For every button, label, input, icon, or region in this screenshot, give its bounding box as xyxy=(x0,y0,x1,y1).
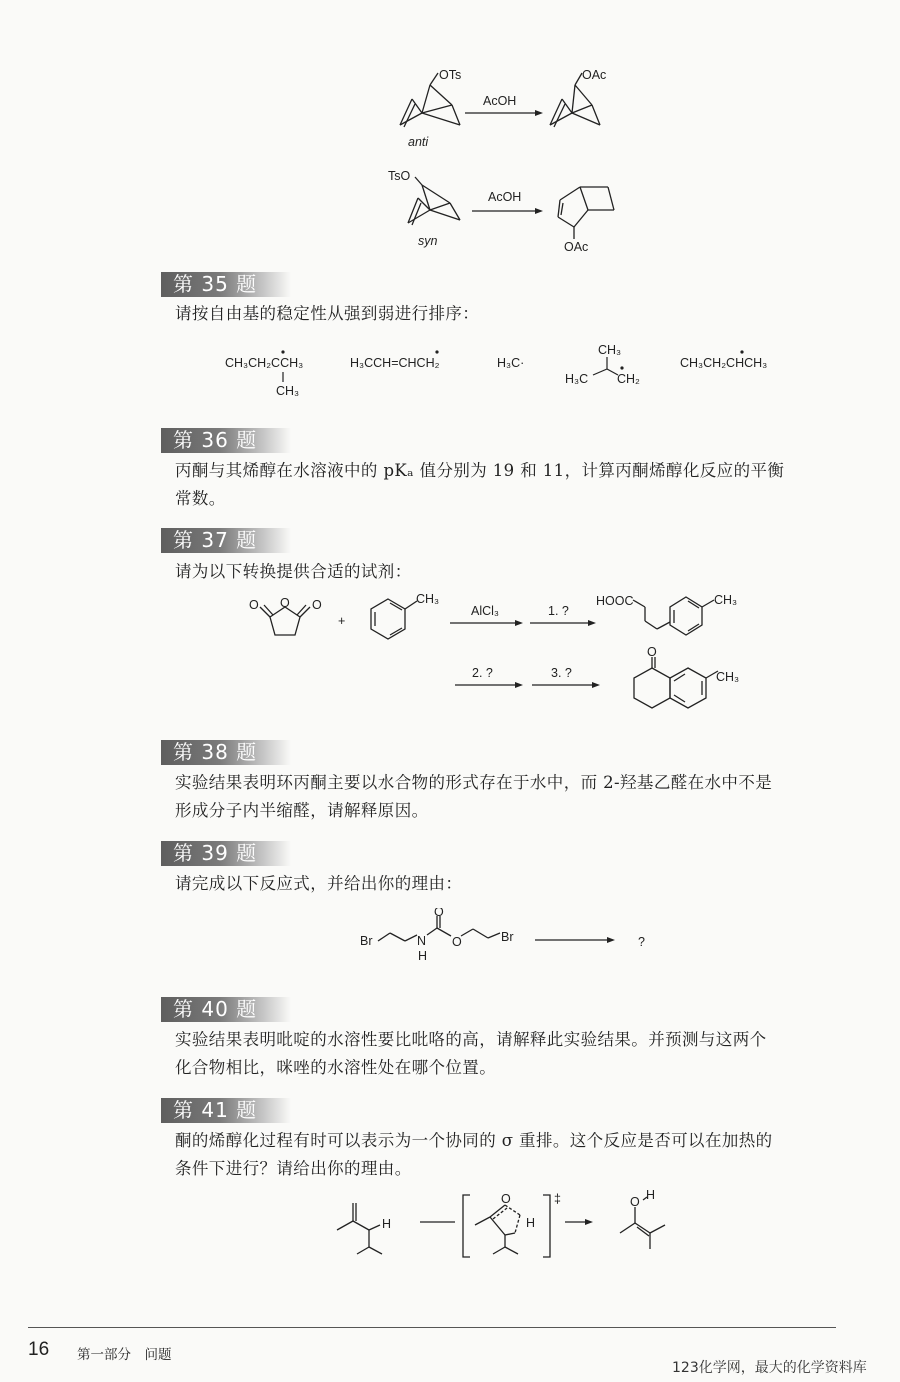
anti-reagent: AcOH xyxy=(483,94,517,108)
question-39-header xyxy=(161,841,291,866)
question-37-text: 请为以下转换提供合适的试剂： xyxy=(175,562,412,581)
unknown-product: ? xyxy=(638,935,645,949)
tetralone-structure xyxy=(634,657,718,708)
radical-4-top: CH₃ xyxy=(598,343,622,357)
question-35-text: 请按自由基的稳定性从强到弱进行排序： xyxy=(175,304,480,323)
syn-label: syn xyxy=(418,234,438,248)
carbamate-scheme xyxy=(355,908,665,973)
question-35-title: 第 35 题 xyxy=(173,272,258,296)
radical-3: H₃C· xyxy=(497,356,525,370)
question-37-title: 第 37 题 xyxy=(173,528,258,552)
question-40-line-2: 化合物相比，咪唑的水溶性处在哪个位置。 xyxy=(175,1058,497,1077)
reagent-step3: 3. ? xyxy=(551,666,572,680)
question-40-title: 第 40 题 xyxy=(173,997,258,1021)
question-36-line-1: 丙酮与其烯醇在水溶液中的 pKₐ 值分别为 19 和 11，计算丙酮烯醇化反应的平衡 xyxy=(175,461,785,480)
radical-4-left: H₃C xyxy=(565,372,589,386)
section-label: 第一部分 问题 xyxy=(77,1347,172,1363)
nh-hydrogen: H xyxy=(418,949,428,963)
plus-sign: + xyxy=(338,614,346,628)
anti-reactant-group: OTs xyxy=(439,68,462,82)
question-39-title: 第 39 题 xyxy=(173,841,258,865)
question-41-header xyxy=(161,1098,291,1123)
enol-hydrogen: H xyxy=(646,1188,656,1202)
reagent-step2: 2. ? xyxy=(472,666,493,680)
question-41-line-1: 酮的烯醇化过程有时可以表示为一个协同的 σ 重排。这个反应是否可以在加热的 xyxy=(175,1131,773,1150)
question-41-title: 第 41 题 xyxy=(173,1098,258,1122)
question-39-text: 请完成以下反应式，并给出你的理由： xyxy=(175,874,463,893)
footer-rule xyxy=(28,1327,836,1328)
anti-reactant-structure xyxy=(400,73,460,137)
anhydride-o-right: O xyxy=(312,598,322,612)
radical-1-methyl: CH₃ xyxy=(276,384,300,398)
question-36-header xyxy=(161,428,291,453)
toluene-methyl: CH₃ xyxy=(416,592,440,606)
radical-2: H₃CCH=CHCH₂ xyxy=(350,356,440,370)
ester-oxygen: O xyxy=(452,935,462,949)
toluene-structure xyxy=(371,599,417,639)
carbamate-structure xyxy=(378,916,500,941)
anti-label: anti xyxy=(408,135,429,149)
syn-reactant-structure xyxy=(408,177,460,225)
friedel-crafts-scheme xyxy=(240,585,800,720)
bromine-left: Br xyxy=(360,934,373,948)
ketone-hydrogen: H xyxy=(382,1217,392,1231)
reagent-step1: 1. ? xyxy=(548,604,569,618)
question-40-line-1: 实验结果表明吡啶的水溶性要比吡咯的高，请解释此实验结果。并预测与这两个 xyxy=(175,1030,767,1049)
ketone-structure xyxy=(337,1203,382,1254)
question-41-line-2: 条件下进行？请给出你的理由。 xyxy=(175,1159,412,1178)
bromine-right: Br xyxy=(501,930,514,944)
tetralone-methyl: CH₃ xyxy=(716,670,740,684)
question-36-line-2: 常数。 xyxy=(175,489,226,508)
anti-product-group: OAc xyxy=(582,68,607,82)
enol-oxygen: O xyxy=(630,1195,640,1209)
question-38-title: 第 38 题 xyxy=(173,740,258,764)
syn-product-group: OAc xyxy=(564,240,589,254)
norbornenyl-scheme xyxy=(360,55,660,255)
enol-structure xyxy=(620,1197,665,1249)
reagent-alcl3: AlCl₃ xyxy=(471,604,500,618)
transition-state-dagger: ‡ xyxy=(554,1192,561,1206)
anhydride-o-left: O xyxy=(249,598,259,612)
tetralone-oxygen: O xyxy=(647,645,657,659)
enolization-scheme xyxy=(325,1185,685,1265)
product-methyl: CH₃ xyxy=(714,593,738,607)
transition-state-hydrogen: H xyxy=(526,1216,536,1230)
carbonyl-oxygen: O xyxy=(434,908,444,919)
question-38-line-1: 实验结果表明环丙酮主要以水合物的形式存在于水中，而 2-羟基乙醛在水中不是 xyxy=(175,773,773,792)
transition-state-structure xyxy=(475,1205,520,1254)
question-40-header xyxy=(161,997,291,1022)
syn-reactant-group: TsO xyxy=(388,169,411,183)
radicals-row xyxy=(215,335,805,405)
aryl-butanoic-acid-structure xyxy=(633,597,714,635)
question-38-header xyxy=(161,740,291,765)
product-acid-group: HOOC xyxy=(596,594,634,608)
radical-5: CH₃CH₂CHCH₃ xyxy=(680,356,768,370)
question-36-title: 第 36 题 xyxy=(173,428,258,452)
watermark-text: 123化学网，最大的化学资料库 xyxy=(672,1360,867,1376)
syn-reagent: AcOH xyxy=(488,190,522,204)
syn-product-structure xyxy=(558,187,614,239)
radical-4-right: CH₂ xyxy=(617,372,640,386)
transition-state-oxygen: O xyxy=(501,1192,511,1206)
nitrogen-atom: N xyxy=(417,934,427,948)
radical-1: CH₃CH₂CCH₃ xyxy=(225,356,304,370)
page-number: 16 xyxy=(28,1339,50,1360)
question-38-line-2: 形成分子内半缩醛，请解释原因。 xyxy=(175,801,429,820)
question-35-header xyxy=(161,272,291,297)
question-37-header xyxy=(161,528,291,553)
anhydride-ring-o: O xyxy=(280,596,290,610)
